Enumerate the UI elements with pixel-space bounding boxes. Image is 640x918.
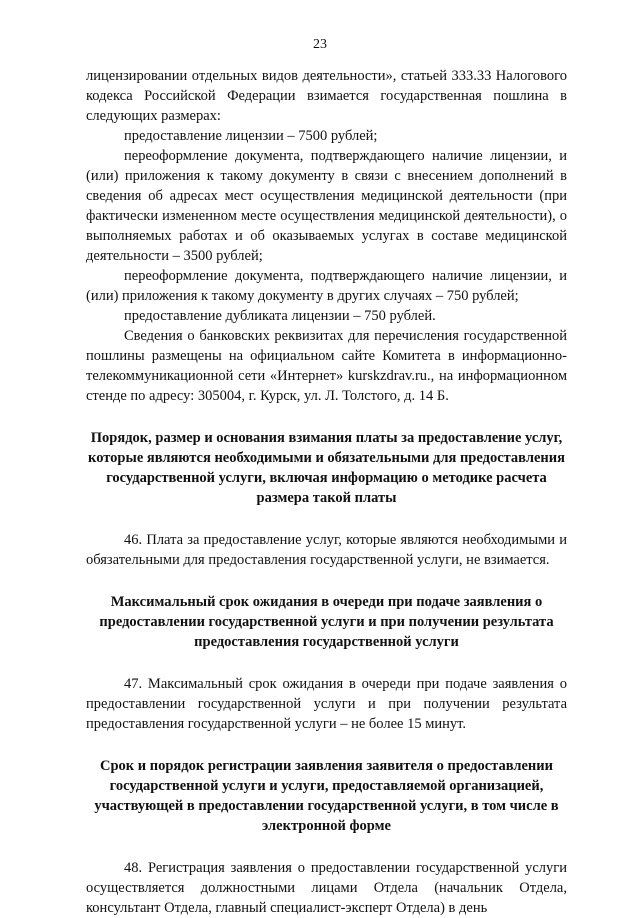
paragraph-47: 47. Максимальный срок ожидания в очереди при подаче заявления о предоставлении государственной услуги и при получении результата предоставления государственной услуги – не более 15 минут. bbox=[86, 676, 567, 732]
paragraph-fee-reissue-address: переоформление документа, подтверждающего наличие лицензии, и (или) приложения к такому документу в связи с внесением дополнений в сведения об адресах мест осуществления медицинской деятельности (при фактически измененном месте осуществления медицинской деятельности), о выполняемых работах и об оказываемых услугах в составе медицинской деятельности – 3500 рублей; bbox=[86, 148, 567, 264]
section-heading-fees-for-services: Порядок, размер и основания взимания платы за предоставление услуг, которые являются необходимыми и обязательными для предоставления государственной услуги, включая информацию о методике расчета размера такой платы bbox=[88, 430, 565, 506]
spacer bbox=[86, 734, 567, 756]
section-heading-registration: Срок и порядок регистрации заявления заявителя о предоставлении государственной услуги и услуги, предоставляемой организацией, участвующей в предоставлении государственной услуги, в том числе в электронной форме bbox=[94, 758, 559, 834]
paragraph-bank-details: Сведения о банковских реквизитах для перечисления государственной пошлины размещены на официальном сайте Комитета в информационно-телекоммуникационной сети «Интернет» kurskzdrav.ru., на информационном стенде по адресу: 305004, г. Курск, ул. Л. Толстого, д. 14 Б. bbox=[86, 328, 567, 404]
paragraph-license-fee-intro: лицензировании отдельных видов деятельности», статьей 333.33 Налогового кодекса Российской Федерации взимается государственная пошлина в следующих размерах: bbox=[86, 68, 567, 124]
paragraph-46: 46. Плата за предоставление услуг, которые являются необходимыми и обязательными для предоставления государственной услуги, не взимается. bbox=[86, 532, 567, 568]
spacer bbox=[86, 570, 567, 592]
spacer bbox=[86, 836, 567, 858]
paragraph-fee-license-grant: предоставление лицензии – 7500 рублей; bbox=[124, 128, 378, 144]
paragraph-48: 48. Регистрация заявления о предоставлении государственной услуги осуществляется должностными лицами Отдела (начальник Отдела, консультант Отдела, главный специалист-эксперт Отдела) в день bbox=[86, 860, 567, 916]
paragraph-fee-reissue-other: переоформление документа, подтверждающего наличие лицензии, и (или) приложения к такому документу в других случаях – 750 рублей; bbox=[86, 268, 567, 304]
spacer bbox=[86, 508, 567, 530]
spacer bbox=[86, 652, 567, 674]
paragraph-fee-duplicate: предоставление дубликата лицензии – 750 рублей. bbox=[124, 308, 436, 324]
document-body bbox=[86, 66, 567, 918]
spacer bbox=[86, 406, 567, 428]
section-heading-max-wait-time: Максимальный срок ожидания в очереди при подаче заявления о предоставлении государственной услуги и при получении результата предоставления государственной услуги bbox=[99, 594, 554, 650]
page-number: 23 bbox=[313, 37, 327, 52]
